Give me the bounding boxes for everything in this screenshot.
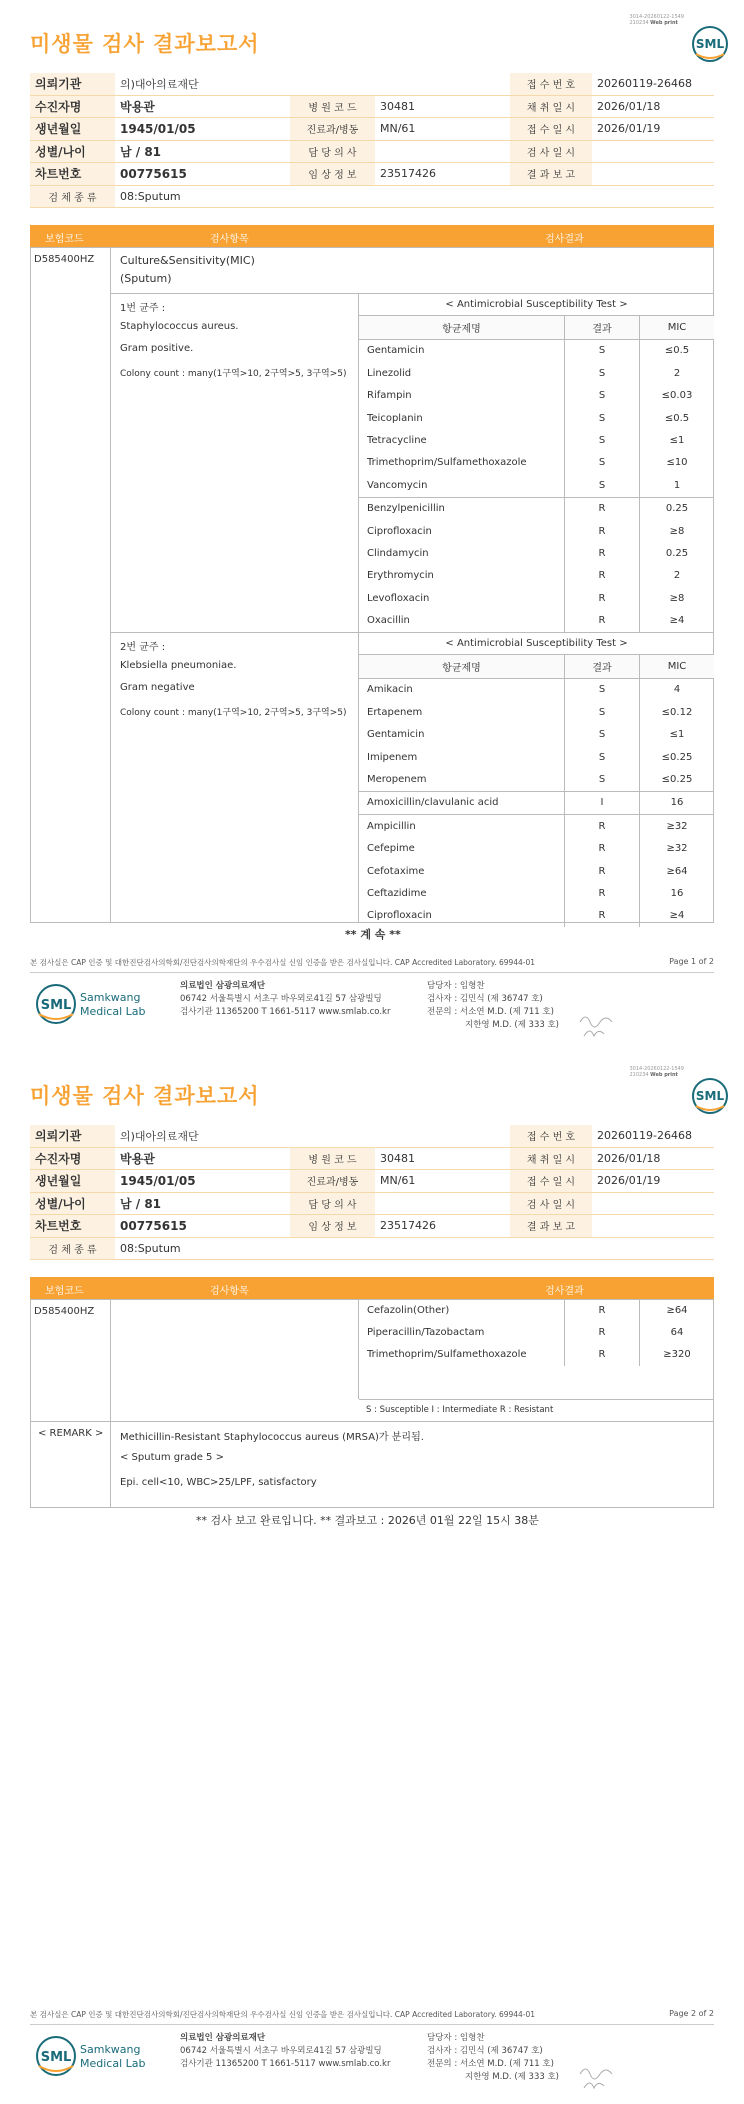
drug-name: Meropenem xyxy=(367,774,427,786)
drug-row xyxy=(359,815,714,838)
drug-row xyxy=(359,678,714,701)
drug-mic: ≤0.03 xyxy=(640,385,715,407)
report-title: 미생물 검사 결과보고서 xyxy=(30,1084,260,1108)
lab-address: 의료법인 삼광의료재단 06742 서울특별시 서초구 바우뫼로41길 57 삼광빌딩 검사기관 11365200 T 1661-5117 www.smlab.co.kr xyxy=(180,2033,391,2069)
drug-result: S xyxy=(565,339,640,362)
drug-row xyxy=(359,860,714,882)
patient-info-table: 의뢰기관 의)대아의료재단 접 수 번 호 20260119-26468 수진자명 박용관 병 원 코 드 30481 채 취 일 시 2026/01/18 생년월일 1945/01/05 진료과/병동 MN/61 접 수 일 시 2026/01/19 성별/나이 남 / 81 담 당 의 사 검 사 일 시 차트번호 00775615 임 상 정 보 23517426 결 과 보 고 검 체 종 류 08:Sputum xyxy=(30,73,714,208)
remark-line-2: < Sputum grade 5 > xyxy=(120,1452,224,1463)
result-table-header: 보험코드 검사항목 검사결과 xyxy=(30,225,714,247)
insurance-code: D585400HZ xyxy=(34,254,95,265)
drug-row xyxy=(359,474,714,497)
drug-name: Benzylpenicillin xyxy=(359,497,565,520)
drug-result: S xyxy=(565,678,640,701)
drug-row xyxy=(359,520,714,542)
drug-row xyxy=(359,565,714,587)
drug-mic: 0.25 xyxy=(640,542,715,564)
drug-result: R xyxy=(565,1344,640,1366)
svg-text:SML: SML xyxy=(40,998,72,1013)
drug-result: S xyxy=(565,474,640,497)
drug-result: S xyxy=(565,746,640,768)
drug-name: Amoxicillin/clavulanic acid xyxy=(359,791,565,814)
organism1-ast-table: < Antimicrobial Susceptibility Test > 항균제명 결과 MIC Gentamicin S ≤0.5 Linezolid S 2 Rifampin S ≤0.03 Teicoplanin S ≤0.5 Tetracycline S ≤1 Trimethoprim/Sulfamethoxazole S ≤10 Vancomycin S 1 Benzylpenicillin R 0.25 Ciprofloxacin R ≥8 Clindamycin R 0.25 Erythromycin R 2 Levofloxacin R ≥8 Oxacillin R ≥4 xyxy=(359,293,714,632)
svg-text:Samkwang: Samkwang xyxy=(80,991,141,1004)
drug-result: R xyxy=(565,542,640,564)
drug-mic: ≤1 xyxy=(640,429,715,451)
organism2-colony: Colony count : many(1구역>10, 2구역>5, 3구역>5) xyxy=(120,708,347,718)
drug-mic: 0.25 xyxy=(640,497,715,520)
drug-name: Rifampin xyxy=(367,390,412,402)
drug-name: Trimethoprim/Sulfamethoxazole xyxy=(367,1349,527,1361)
drug-result: R xyxy=(565,565,640,587)
test-name: Culture&Sensitivity(MIC) xyxy=(120,254,255,267)
drug-row xyxy=(359,1321,714,1343)
drug-result: R xyxy=(565,520,640,542)
drug-result: R xyxy=(565,609,640,631)
drug-mic: 2 xyxy=(640,565,715,587)
drug-name: Gentamicin xyxy=(367,345,425,357)
drug-result: S xyxy=(565,452,640,474)
signature xyxy=(578,2062,618,2092)
drug-mic: ≥4 xyxy=(640,609,715,631)
drug-mic: ≥320 xyxy=(640,1344,715,1366)
drug-row xyxy=(359,882,714,904)
drug-result: R xyxy=(565,882,640,904)
drug-name: Ampicillin xyxy=(359,815,565,838)
drug-result: S xyxy=(565,768,640,791)
drug-result: R xyxy=(565,1321,640,1343)
drug-name: Ertapenem xyxy=(367,706,423,718)
result-legend: S : Susceptible I : Intermediate R : Resistant xyxy=(366,1405,554,1415)
drug-row xyxy=(359,1344,714,1366)
drug-result: R xyxy=(565,905,640,927)
drug-name: Cefazolin(Other) xyxy=(367,1304,450,1316)
drug-mic: ≥4 xyxy=(640,905,715,927)
drug-name: Piperacillin/Tazobactam xyxy=(367,1327,485,1339)
drug-row xyxy=(359,1299,714,1321)
svg-text:SML: SML xyxy=(695,1089,725,1103)
drug-row xyxy=(359,542,714,564)
drug-mic: ≥32 xyxy=(640,815,715,838)
drug-mic: ≤0.5 xyxy=(640,407,715,429)
drug-name: Ciprofloxacin xyxy=(367,525,432,537)
drug-mic: 1 xyxy=(640,474,715,497)
drug-row xyxy=(359,791,714,814)
page-number: Page 2 of 2 xyxy=(669,2009,714,2018)
drug-name: Teicoplanin xyxy=(367,412,423,424)
svg-text:Medical Lab: Medical Lab xyxy=(80,1005,146,1018)
drug-row xyxy=(359,838,714,860)
drug-result: S xyxy=(565,385,640,407)
drug-row xyxy=(359,362,714,384)
report-page-2: 3014-20260122-1549 210234 Web print SML 미생물 검사 결과보고서 의뢰기관 의)대아의료재단 접 수 번 호 20260119-26468 수진자명 박용관 병 원 코 드 30481 채 취 일 시 2026/01/18 생년월일 1945/01/05 진료과/병동 MN/61 접 수 일 시 2026/01/19 성별/나이 남 / 81 담 당 의 사 검 사 일 시 차트번호 00775615 임 상 정 보 23517426 결 과 보 고 검 체 종 류 08:Sputum 보험코드 검사항목 검사결과 D585400HZ Cefazolin(Other) R ≥64 Piperacillin/Tazobactam R 64 Trimethoprim/Sulfamethoxazole R ≥320 S : Susceptible I : Intermediate R : Resistant < REMARK > Methicillin-Resistant Staphylococcus aureus (MRSA)가 분리됨. < Sputum grade 5 > Epi. cell<10, WBC>25/LPF, satisfactory ** 검사 보고 완료입니다. ** 결과보고 : 2026년 01월 22일 15시 38분 본 검사실은 CAP 인증 및 대한진단검사의학회/진단검사의학재단의 우수검사실 신임 인증을 받은 검사실입니다. CAP Accredited Laboratory. 69944-01 Page 2 of 2 SML Samkwang Medical Lab 의료법인 삼광의료재단 06742 서울특별시 서초구 바우뫼로41길 57 삼광빌딩 검사기관 11365200 T 1661-5117 www.smlab.co.kr 담당자 : 임형찬 검사자 : 김민식 (제 36747 호) 전문의 : 서소연 M.D. (제 711 호) 지한영 M.D. (제 333 호) xyxy=(0,1052,744,2104)
staff-list: 담당자 : 임형찬 검사자 : 김민식 (제 36747 호) 전문의 : 서소연 M.D. (제 711 호) 지한영 M.D. (제 333 호) xyxy=(427,981,560,1030)
sml-logo xyxy=(690,24,730,64)
drug-name: Oxacillin xyxy=(367,615,410,627)
drug-mic: 2 xyxy=(640,362,715,384)
drug-row xyxy=(359,905,714,927)
drug-name: Tetracycline xyxy=(367,435,427,447)
svg-text:Medical Lab: Medical Lab xyxy=(80,2057,146,2070)
drug-name: Ceftazidime xyxy=(367,887,427,899)
drug-mic: ≤1 xyxy=(640,724,715,746)
drug-mic: ≥8 xyxy=(640,520,715,542)
drug-result: S xyxy=(565,429,640,451)
drug-name: Imipenem xyxy=(367,751,418,763)
organism2-name: Klebsiella pneumoniae. xyxy=(120,660,237,671)
organism1-label: 1번 균주 : xyxy=(120,303,166,314)
drug-name: Levofloxacin xyxy=(367,592,430,604)
sml-logo xyxy=(690,1076,730,1116)
patient-info-table: 의뢰기관 의)대아의료재단 접 수 번 호 20260119-26468 수진자명 박용관 병 원 코 드 30481 채 취 일 시 2026/01/18 생년월일 1945/01/05 진료과/병동 MN/61 접 수 일 시 2026/01/19 성별/나이 남 / 81 담 당 의 사 검 사 일 시 차트번호 00775615 임 상 정 보 23517426 결 과 보 고 검 체 종 류 08:Sputum xyxy=(30,1125,714,1260)
drug-name: Trimethoprim/Sulfamethoxazole xyxy=(367,457,527,469)
drug-name: Gentamicin xyxy=(367,729,425,741)
staff-list: 담당자 : 임형찬 검사자 : 김민식 (제 36747 호) 전문의 : 서소연 M.D. (제 711 호) 지한영 M.D. (제 333 호) xyxy=(427,2033,560,2082)
drug-mic: ≥8 xyxy=(640,587,715,609)
remark-line-1: Methicillin-Resistant Staphylococcus aureus (MRSA)가 분리됨. xyxy=(120,1432,424,1443)
organism2-ast-table-cont xyxy=(359,1299,714,1366)
ast-title: < Antimicrobial Susceptibility Test > xyxy=(359,293,714,316)
drug-result: R xyxy=(565,1299,640,1321)
svg-text:SML: SML xyxy=(40,2050,72,2065)
drug-name: Clindamycin xyxy=(367,547,429,559)
completion-note: ** 검사 보고 완료입니다. ** 결과보고 : 2026년 01월 22일 15시 38분 xyxy=(196,1514,539,1527)
drug-row xyxy=(359,452,714,474)
svg-text:SML: SML xyxy=(695,37,725,51)
lab-address: 의료법인 삼광의료재단 06742 서울특별시 서초구 바우뫼로41길 57 삼광빌딩 검사기관 11365200 T 1661-5117 www.smlab.co.kr xyxy=(180,981,391,1017)
drug-row xyxy=(359,609,714,631)
report-title: 미생물 검사 결과보고서 xyxy=(30,32,260,56)
drug-result: R xyxy=(565,860,640,882)
drug-row xyxy=(359,701,714,723)
drug-row xyxy=(359,746,714,768)
result-table-header: 보험코드 검사항목 검사결과 xyxy=(30,1277,714,1299)
drug-mic: ≤0.12 xyxy=(640,701,715,723)
drug-result: S xyxy=(565,724,640,746)
drug-row xyxy=(359,385,714,407)
drug-name: Ciprofloxacin xyxy=(367,910,432,922)
drug-mic: 64 xyxy=(640,1321,715,1343)
drug-result: S xyxy=(565,407,640,429)
drug-name: Vancomycin xyxy=(367,479,428,491)
samkwang-logo xyxy=(34,2030,154,2080)
drug-mic: ≤10 xyxy=(640,452,715,474)
drug-row xyxy=(359,724,714,746)
drug-mic: 16 xyxy=(640,791,715,814)
drug-name: Linezolid xyxy=(367,367,412,379)
drug-mic: ≥64 xyxy=(640,860,715,882)
accreditation-note: 본 검사실은 CAP 인증 및 대한진단검사의학회/진단검사의학재단의 우수검사실 신임 인증을 받은 검사실입니다. CAP Accredited Laboratory. 69944-01 xyxy=(30,958,536,967)
samkwang-logo xyxy=(34,978,154,1028)
drug-mic: ≥32 xyxy=(640,838,715,860)
drug-row xyxy=(359,339,714,362)
drug-result: R xyxy=(565,815,640,838)
drug-name: Cefotaxime xyxy=(367,865,425,877)
drug-mic: 4 xyxy=(640,678,715,701)
organism1-gram: Gram positive. xyxy=(120,343,194,354)
drug-result: R xyxy=(565,497,640,520)
drug-mic: 16 xyxy=(640,882,715,904)
drug-mic: ≥64 xyxy=(640,1299,715,1321)
drug-result: R xyxy=(565,838,640,860)
organism2-ast-table: < Antimicrobial Susceptibility Test > 항균제명 결과 MIC Amikacin S 4 Ertapenem S ≤0.12 Gentamicin S ≤1 Imipenem S ≤0.25 Meropenem S ≤0.25 Amoxicillin/clavulanic acid I 16 Ampicillin R ≥32 Cefepime R ≥32 Cefotaxime R ≥64 Ceftazidime R 16 Ciprofloxacin R ≥4 xyxy=(359,632,714,927)
drug-name: Erythromycin xyxy=(367,570,434,582)
drug-row xyxy=(359,587,714,609)
drug-name: Cefepime xyxy=(367,843,415,855)
drug-result: S xyxy=(565,362,640,384)
remark-label: < REMARK > xyxy=(38,1428,104,1439)
drug-row xyxy=(359,768,714,791)
drug-result: I xyxy=(565,791,640,814)
print-stamp: 3014-20260122-1549 210234 Web print xyxy=(629,14,684,26)
drug-row xyxy=(359,407,714,429)
drug-mic: ≤0.25 xyxy=(640,768,715,791)
organism2-gram: Gram negative xyxy=(120,682,195,693)
drug-result: S xyxy=(565,701,640,723)
page-number: Page 1 of 2 xyxy=(669,957,714,966)
continued-note: ** 계 속 ** xyxy=(345,928,401,941)
organism1-name: Staphylococcus aureus. xyxy=(120,321,239,332)
drug-result: R xyxy=(565,587,640,609)
drug-mic: ≤0.25 xyxy=(640,746,715,768)
test-specimen: (Sputum) xyxy=(120,272,172,285)
drug-mic: ≤0.5 xyxy=(640,339,715,362)
drug-name: Amikacin xyxy=(367,684,413,696)
organism1-colony: Colony count : many(1구역>10, 2구역>5, 3구역>5) xyxy=(120,369,347,379)
signature xyxy=(578,1010,618,1040)
remark-line-3: Epi. cell<10, WBC>25/LPF, satisfactory xyxy=(120,1477,317,1488)
svg-text:Samkwang: Samkwang xyxy=(80,2043,141,2056)
drug-row xyxy=(359,497,714,520)
drug-row xyxy=(359,429,714,451)
organism2-label: 2번 균주 : xyxy=(120,642,166,653)
